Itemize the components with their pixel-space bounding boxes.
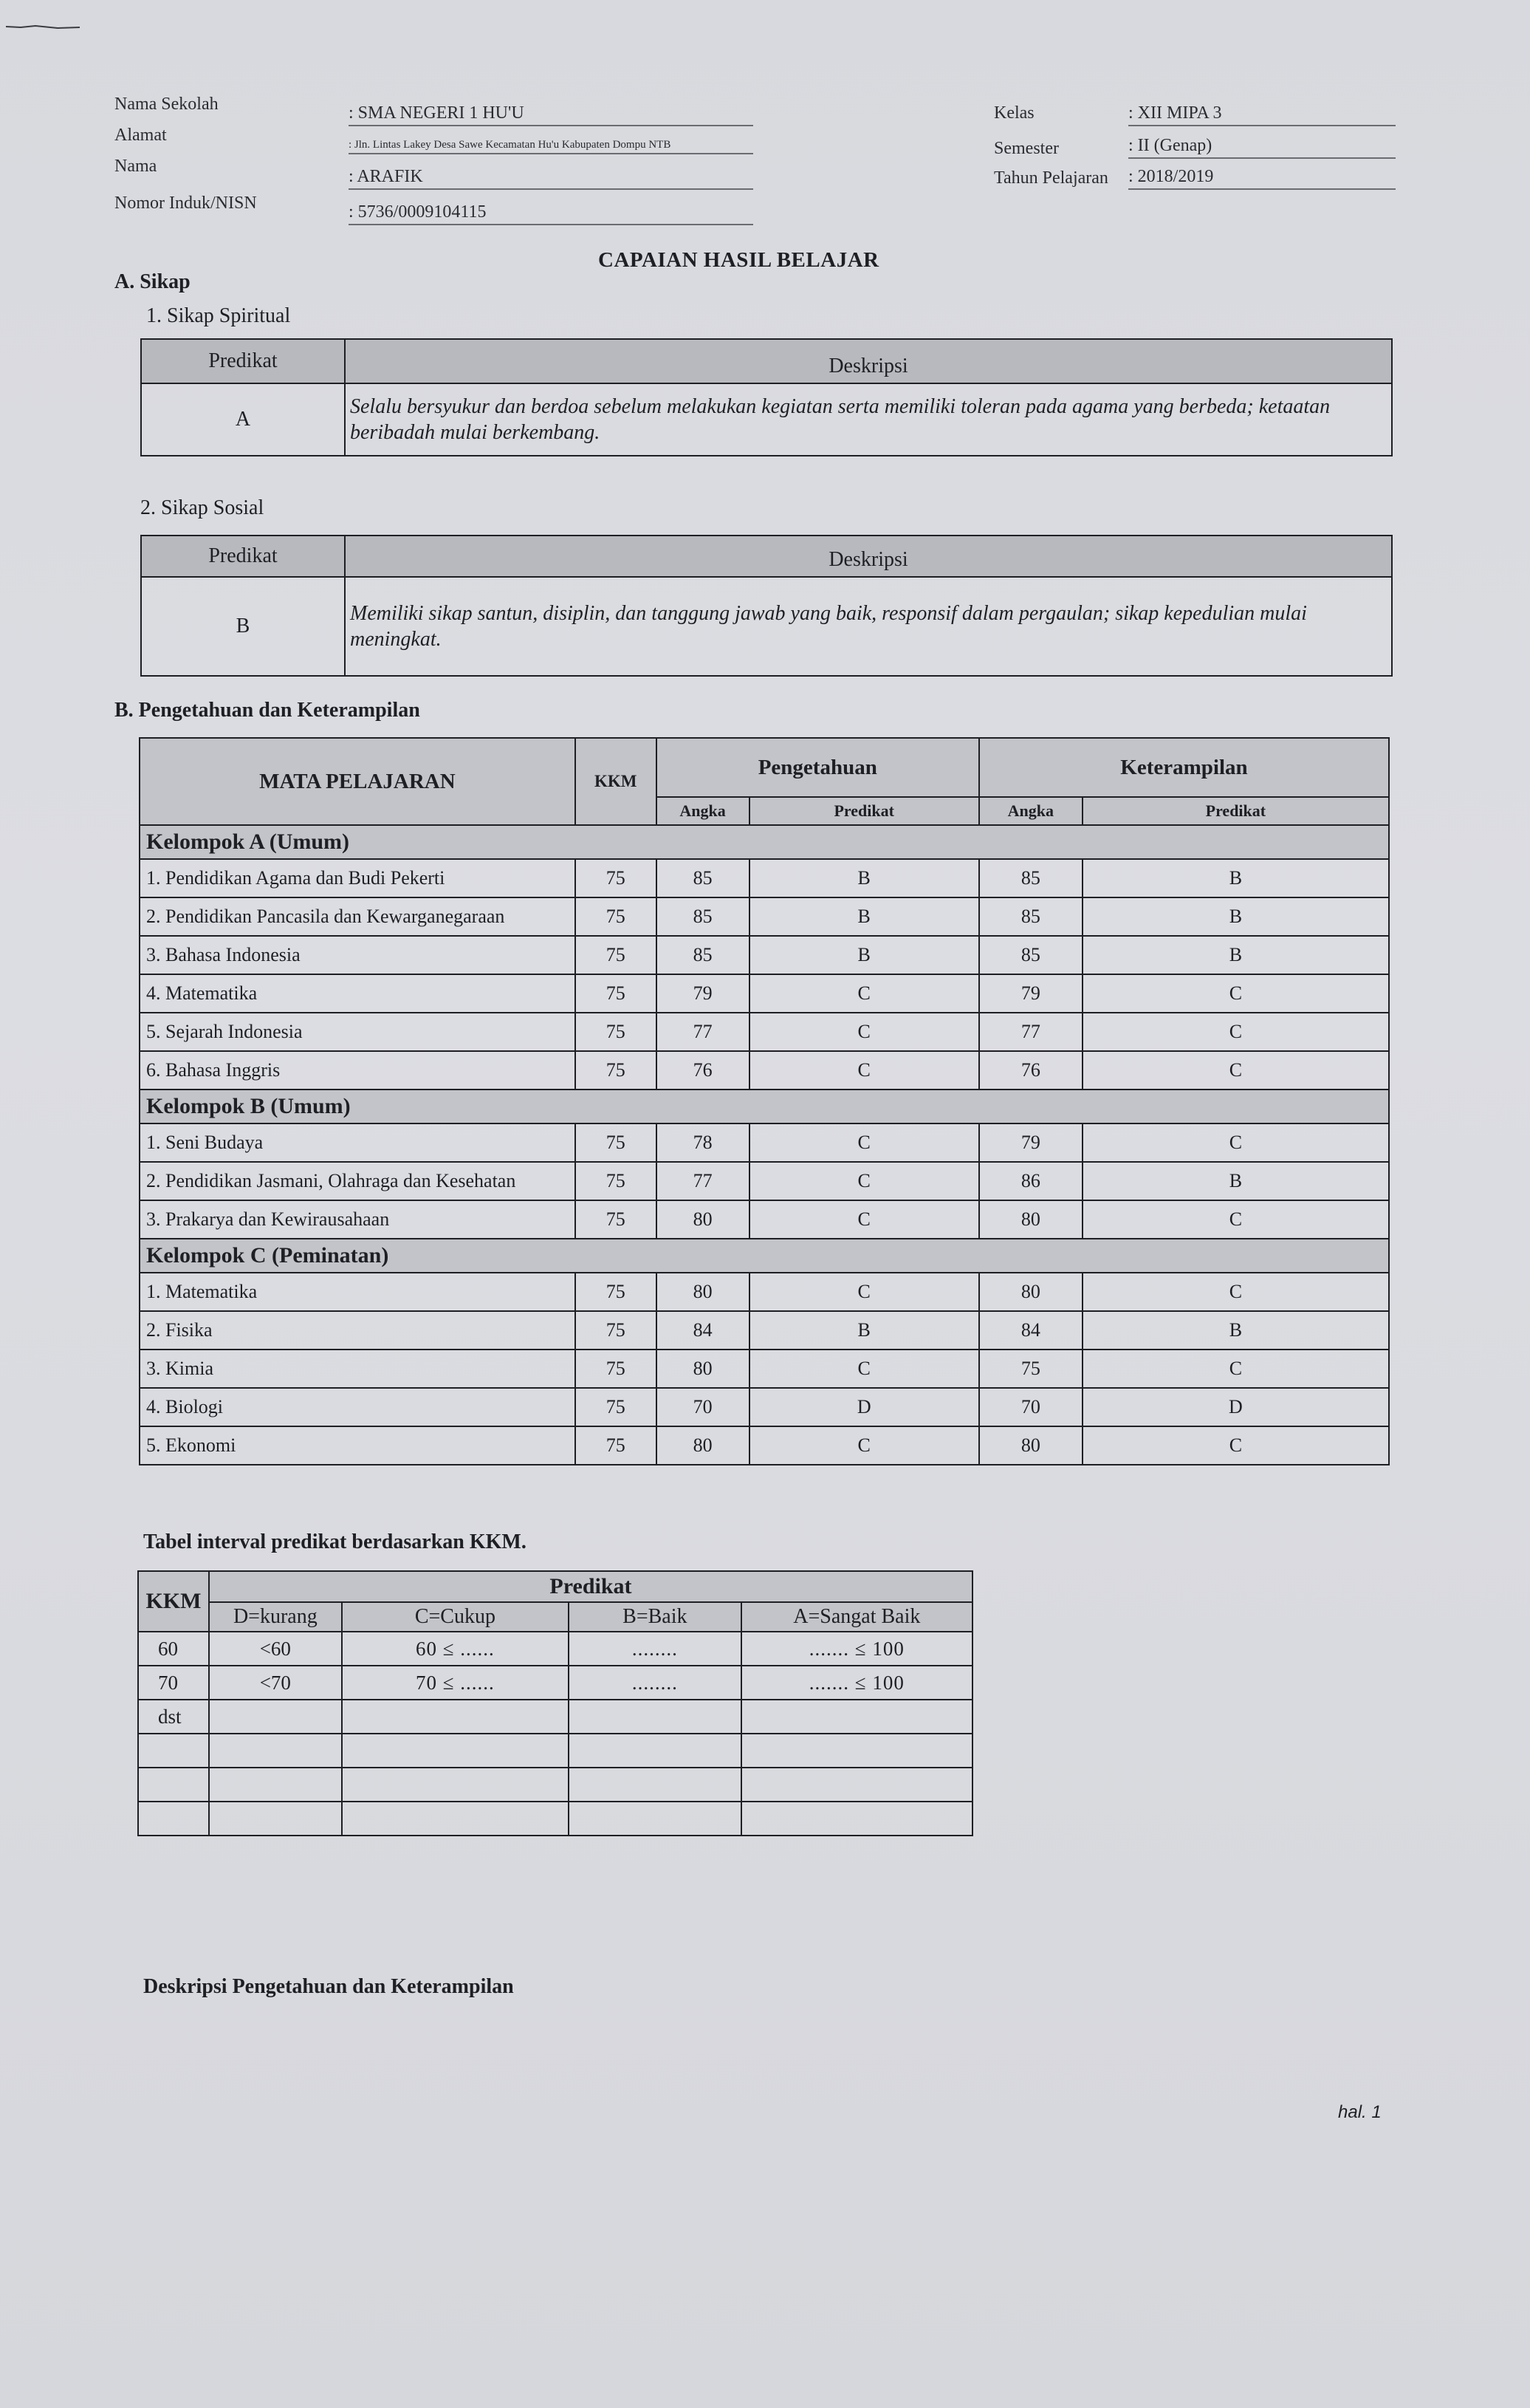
pengetahuan-predikat: B: [749, 936, 979, 974]
table-row: [140, 1273, 1389, 1311]
interval-caption: Tabel interval predikat berdasarkan KKM.: [143, 1530, 526, 1553]
sosial-predikat: B: [141, 577, 345, 676]
interval-value: [569, 1700, 741, 1734]
keterampilan-predikat: C: [1083, 1200, 1389, 1239]
interval-value: [209, 1700, 342, 1734]
interval-value: 70 ≤ ......: [342, 1666, 569, 1700]
value-nisn: : 5736/0009104115: [349, 202, 753, 225]
pengetahuan-angka: 85: [656, 859, 749, 897]
subject-name: 4. Matematika: [140, 974, 575, 1013]
kkm-value: 75: [575, 936, 656, 974]
subject-name: 1. Pendidikan Agama dan Budi Pekerti: [140, 859, 575, 897]
col-deskripsi: Deskripsi: [345, 536, 1392, 577]
col-predikat-level: B=Baik: [569, 1602, 741, 1632]
group-row: [140, 825, 1389, 859]
subject-name: 2. Pendidikan Pancasila dan Kewarganegaraan: [140, 897, 575, 936]
pengetahuan-predikat: C: [749, 1350, 979, 1388]
pengetahuan-predikat: B: [749, 897, 979, 936]
keterampilan-angka: 85: [979, 936, 1083, 974]
sikap-spiritual-table: [140, 338, 1393, 456]
pengetahuan-angka: 78: [656, 1123, 749, 1162]
label-kelas: Kelas: [994, 103, 1035, 123]
group-name: Kelompok C (Peminatan): [140, 1239, 1389, 1273]
keterampilan-predikat: B: [1083, 859, 1389, 897]
col-keterampilan-angka: Angka: [979, 797, 1083, 825]
interval-row: [138, 1632, 972, 1666]
table-row: [140, 974, 1389, 1013]
table-row: [140, 1350, 1389, 1388]
kkm-value: 75: [575, 1162, 656, 1200]
table-row: [140, 936, 1389, 974]
pengetahuan-angka: 80: [656, 1200, 749, 1239]
label-nama-sekolah: Nama Sekolah: [114, 95, 219, 114]
col-mata-pelajaran: MATA PELAJARAN: [140, 738, 575, 825]
kkm-value: 60: [138, 1632, 209, 1666]
interval-row: [138, 1666, 972, 1700]
pengetahuan-predikat: C: [749, 1013, 979, 1051]
pen-mark: [6, 24, 87, 31]
col-predikat-level: A=Sangat Baik: [741, 1602, 972, 1632]
pengetahuan-predikat: C: [749, 1051, 979, 1090]
keterampilan-predikat: C: [1083, 1273, 1389, 1311]
pengetahuan-angka: 77: [656, 1013, 749, 1051]
kkm-value: [138, 1802, 209, 1836]
pengetahuan-predikat: B: [749, 859, 979, 897]
value-nama-sekolah: : SMA NEGERI 1 HU'U: [349, 103, 753, 126]
interval-value: <60: [209, 1632, 342, 1666]
table-row: [140, 1200, 1389, 1239]
table-row: [140, 1013, 1389, 1051]
interval-value: [741, 1802, 972, 1836]
subject-name: 2. Fisika: [140, 1311, 575, 1350]
col-pengetahuan: Pengetahuan: [656, 738, 979, 797]
group-name: Kelompok B (Umum): [140, 1090, 1389, 1123]
kkm-value: 75: [575, 1123, 656, 1162]
interval-value: [342, 1700, 569, 1734]
pengetahuan-predikat: C: [749, 1426, 979, 1465]
kkm-value: 75: [575, 1273, 656, 1311]
interval-row: [138, 1768, 972, 1802]
pengetahuan-angka: 84: [656, 1311, 749, 1350]
interval-value: [741, 1768, 972, 1802]
keterampilan-angka: 76: [979, 1051, 1083, 1090]
pengetahuan-predikat: C: [749, 1123, 979, 1162]
document-title: CAPAIAN HASIL BELAJAR: [598, 248, 879, 272]
subject-name: 5. Sejarah Indonesia: [140, 1013, 575, 1051]
subject-name: 3. Kimia: [140, 1350, 575, 1388]
pengetahuan-angka: 85: [656, 936, 749, 974]
interval-value: [342, 1734, 569, 1768]
keterampilan-predikat: C: [1083, 1051, 1389, 1090]
pengetahuan-angka: 77: [656, 1162, 749, 1200]
pengetahuan-predikat: C: [749, 1162, 979, 1200]
subject-name: 5. Ekonomi: [140, 1426, 575, 1465]
col-predikat-level: C=Cukup: [342, 1602, 569, 1632]
interval-value: ....... ≤ 100: [741, 1632, 972, 1666]
label-nama: Nama: [114, 157, 157, 176]
col-keterampilan-predikat: Predikat: [1083, 797, 1389, 825]
kkm-value: 75: [575, 1350, 656, 1388]
col-predikat: Predikat: [141, 339, 345, 383]
pengetahuan-angka: 76: [656, 1051, 749, 1090]
interval-row: [138, 1802, 972, 1836]
interval-value: [342, 1802, 569, 1836]
subject-name: 6. Bahasa Inggris: [140, 1051, 575, 1090]
subject-name: 2. Pendidikan Jasmani, Olahraga dan Kesehatan: [140, 1162, 575, 1200]
col-predikat: Predikat: [141, 536, 345, 577]
col-kkm: KKM: [138, 1571, 209, 1632]
keterampilan-predikat: C: [1083, 1350, 1389, 1388]
pengetahuan-predikat: C: [749, 974, 979, 1013]
keterampilan-angka: 79: [979, 1123, 1083, 1162]
interval-value: <70: [209, 1666, 342, 1700]
subject-name: 1. Matematika: [140, 1273, 575, 1311]
keterampilan-angka: 70: [979, 1388, 1083, 1426]
group-row: [140, 1090, 1389, 1123]
col-predikat-level: D=kurang: [209, 1602, 342, 1632]
pengetahuan-angka: 70: [656, 1388, 749, 1426]
table-row: [140, 1388, 1389, 1426]
interval-value: [342, 1768, 569, 1802]
label-alamat: Alamat: [114, 126, 167, 145]
table-row: [140, 1123, 1389, 1162]
label-nisn: Nomor Induk/NISN: [114, 194, 257, 213]
col-pengetahuan-angka: Angka: [656, 797, 749, 825]
sikap-sosial-table: [140, 535, 1393, 677]
keterampilan-angka: 85: [979, 859, 1083, 897]
keterampilan-predikat: B: [1083, 936, 1389, 974]
value-tahun-pelajaran: : 2018/2019: [1128, 167, 1396, 190]
keterampilan-predikat: B: [1083, 897, 1389, 936]
nilai-table: [139, 737, 1390, 1465]
kkm-value: 75: [575, 1388, 656, 1426]
keterampilan-predikat: C: [1083, 1013, 1389, 1051]
value-alamat: : Jln. Lintas Lakey Desa Sawe Kecamatan Hu'u Kabupaten Dompu NTB: [349, 139, 753, 154]
subject-name: 3. Bahasa Indonesia: [140, 936, 575, 974]
kkm-value: [138, 1734, 209, 1768]
pengetahuan-angka: 80: [656, 1426, 749, 1465]
keterampilan-angka: 80: [979, 1200, 1083, 1239]
kkm-value: dst: [138, 1700, 209, 1734]
keterampilan-predikat: B: [1083, 1162, 1389, 1200]
keterampilan-angka: 80: [979, 1273, 1083, 1311]
kkm-value: 70: [138, 1666, 209, 1700]
kkm-value: 75: [575, 1311, 656, 1350]
interval-value: [569, 1802, 741, 1836]
col-kkm: KKM: [575, 738, 656, 825]
keterampilan-angka: 77: [979, 1013, 1083, 1051]
group-name: Kelompok A (Umum): [140, 825, 1389, 859]
kkm-value: 75: [575, 897, 656, 936]
section-nilai-heading: B. Pengetahuan dan Keterampilan: [114, 699, 420, 722]
deskripsi-heading: Deskripsi Pengetahuan dan Keterampilan: [143, 1975, 514, 1998]
interval-value: [569, 1734, 741, 1768]
interval-row: [138, 1700, 972, 1734]
kkm-value: 75: [575, 1200, 656, 1239]
table-row: [140, 859, 1389, 897]
interval-value: ........: [569, 1632, 741, 1666]
keterampilan-predikat: C: [1083, 1426, 1389, 1465]
keterampilan-angka: 75: [979, 1350, 1083, 1388]
spiritual-deskripsi: Selalu bersyukur dan berdoa sebelum melakukan kegiatan serta memiliki toleran pada agama yang berbeda; ketaatan beribadah mulai berkembang.: [345, 383, 1392, 456]
page-number: hal. 1: [1338, 2102, 1382, 2122]
keterampilan-predikat: B: [1083, 1311, 1389, 1350]
interval-value: [209, 1802, 342, 1836]
table-row: [140, 1162, 1389, 1200]
pengetahuan-angka: 79: [656, 974, 749, 1013]
interval-value: [569, 1768, 741, 1802]
keterampilan-predikat: C: [1083, 974, 1389, 1013]
subject-name: 3. Prakarya dan Kewirausahaan: [140, 1200, 575, 1239]
interval-value: 60 ≤ ......: [342, 1632, 569, 1666]
sikap-sosial-heading: 2. Sikap Sosial: [140, 496, 264, 519]
sosial-deskripsi: Memiliki sikap santun, disiplin, dan tanggung jawab yang baik, responsif dalam pergaulan; sikap kepedulian mulai meningkat.: [345, 577, 1392, 676]
table-row: [140, 1051, 1389, 1090]
sikap-spiritual-heading: 1. Sikap Spiritual: [146, 304, 291, 327]
col-pengetahuan-predikat: Predikat: [749, 797, 979, 825]
pengetahuan-angka: 80: [656, 1273, 749, 1311]
keterampilan-angka: 84: [979, 1311, 1083, 1350]
kkm-value: 75: [575, 974, 656, 1013]
section-sikap-heading: A. Sikap: [114, 270, 191, 293]
pengetahuan-angka: 80: [656, 1350, 749, 1388]
spiritual-predikat: A: [141, 383, 345, 456]
table-row: [140, 897, 1389, 936]
keterampilan-angka: 85: [979, 897, 1083, 936]
pengetahuan-predikat: C: [749, 1273, 979, 1311]
value-nama: : ARAFIK: [349, 167, 753, 190]
value-kelas: : XII MIPA 3: [1128, 103, 1396, 126]
kkm-value: 75: [575, 1051, 656, 1090]
keterampilan-angka: 80: [979, 1426, 1083, 1465]
group-row: [140, 1239, 1389, 1273]
interval-table: [137, 1570, 973, 1836]
table-row: [140, 1426, 1389, 1465]
interval-row: [138, 1734, 972, 1768]
interval-value: [741, 1700, 972, 1734]
interval-value: [209, 1734, 342, 1768]
interval-value: [741, 1734, 972, 1768]
pengetahuan-predikat: C: [749, 1200, 979, 1239]
pengetahuan-predikat: B: [749, 1311, 979, 1350]
kkm-value: [138, 1768, 209, 1802]
table-row: [140, 1311, 1389, 1350]
pengetahuan-angka: 85: [656, 897, 749, 936]
interval-value: ........: [569, 1666, 741, 1700]
kkm-value: 75: [575, 1013, 656, 1051]
subject-name: 4. Biologi: [140, 1388, 575, 1426]
kkm-value: 75: [575, 1426, 656, 1465]
kkm-value: 75: [575, 859, 656, 897]
col-predikat: Predikat: [209, 1571, 972, 1602]
pengetahuan-predikat: D: [749, 1388, 979, 1426]
col-keterampilan: Keterampilan: [979, 738, 1389, 797]
subject-name: 1. Seni Budaya: [140, 1123, 575, 1162]
keterampilan-angka: 86: [979, 1162, 1083, 1200]
value-semester: : II (Genap): [1128, 136, 1396, 159]
interval-value: [209, 1768, 342, 1802]
col-deskripsi: Deskripsi: [345, 339, 1392, 383]
keterampilan-angka: 79: [979, 974, 1083, 1013]
keterampilan-predikat: C: [1083, 1123, 1389, 1162]
label-tahun-pelajaran: Tahun Pelajaran: [994, 168, 1108, 188]
keterampilan-predikat: D: [1083, 1388, 1389, 1426]
label-semester: Semester: [994, 139, 1059, 158]
interval-value: ....... ≤ 100: [741, 1666, 972, 1700]
